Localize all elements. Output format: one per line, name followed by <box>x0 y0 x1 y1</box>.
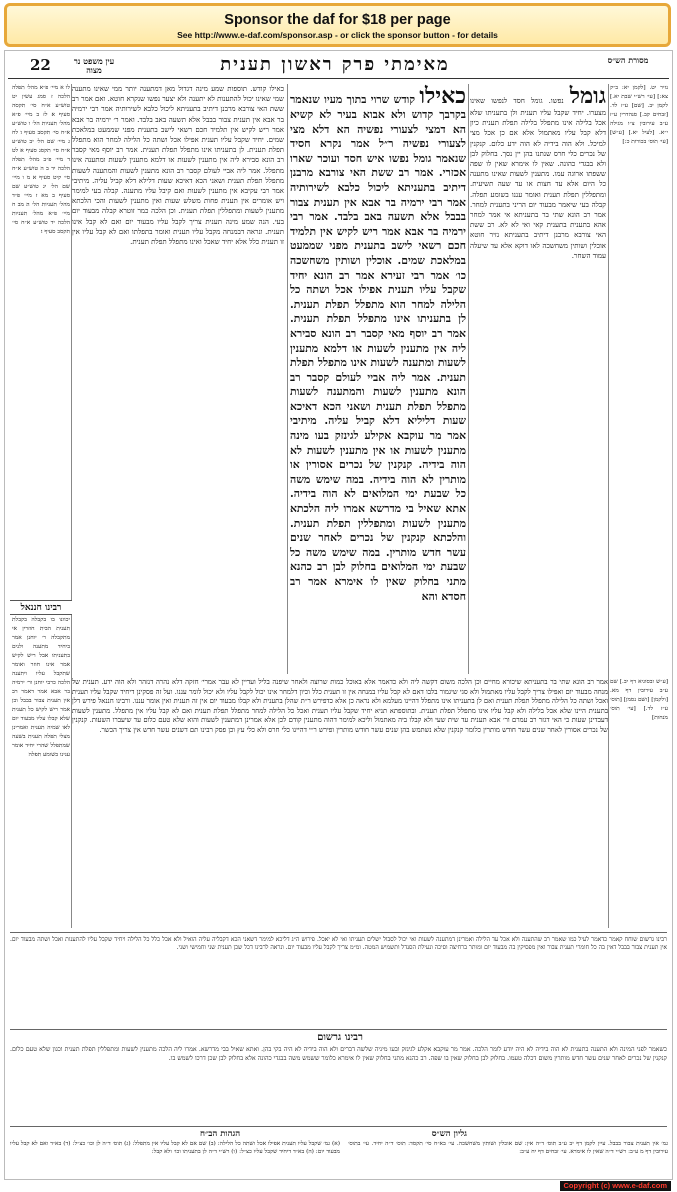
column-divider <box>287 84 288 674</box>
gemara-opening-word: כאילו <box>419 84 466 109</box>
lower-margin-text: [ע״ש ובסוגיא דף יב.] שם ע״ב עירובין דף מא. [ולקמן] [ושם נסמן] [תוס׳ ע״ז לד.] [עי׳ תוס׳ מנחות] <box>610 679 668 721</box>
lower-margin-column <box>610 678 668 928</box>
gemara-column <box>290 84 466 674</box>
section-divider <box>10 932 667 933</box>
tosafot-lower-text: אמר רב הונא שתי בר בתעניתא שיכורא מחיים וכן הלכה משום דקשה ליה ולא כדאמר אלא באוכל כמות שרוצה ולאחר שיפנה בליל ועדיין לא עבר אמרי׳ חזקה דלא נהרה דנזהר ולא הוה ידע. תענית של מנחה מבעוד יום ואפילו צריך לקבל עליו מאתמול ולא סגי שיגמור בלבו דאם לא קבל עליו במנחה אין זו תענית כלל וכיון דלמחר אינו יכול לקבל עליו ולא יכול לומר עננו. ועל זה פסקינן דיחיד שקבל עליו תענית ואכל ושתה כל הלילה מתפלל תפלת תענית ואם לן בתעניתו אינו מתפלל דהיינו מעלמא ולא נראה כן אלא כדפירש ר״ת שהלן בתענית ולא קבלו מבעוד יום אין זה תענית ואין אומר עננו. ורבינו חננאל פירש דלן בתענית היינו שלא אכל בלילה ולא קבל עליו אינו מתפלל תפלת תענית. ובתוספתא תניא יחיד שקבל עליו תענית ואכל כל הלילה למחר מתפלל תפלת תענית ואם לא קבל עליו אין מתפלל. מתענין לשעות דעבדינן שעות כי האי דגזר רב עמרם ור׳ אבא תענית עד שית שעי ולא קבלו ביה מאתמול וליכא למימר דהוה מתענין קודם לכן אלא אמרינן דמתענין לשעות והוא שלא טעם כלום עד שיעברו השעות. קנקנין של נכרים אסורין לאחר שנים עשר חודש מותרין כלומר קנקנין שלא נשתמש בהן שנים עשר חודש מותרין ופירש ר״י דהיינו כלי חרס ולא כלי עץ וכן פסק רבינו תם דשנים עשר חדש אין צריך הכשר. <box>72 678 608 734</box>
mesoret-text: נזיר יט. [לקמן יא: ב״ק צא:] [עי׳ רש״י שבת יא.] לקמן יב. [שם] ע״ז לד. [זבחים קב.] סנהדרין ע״ז ע״ב עירובין צ״ו מגילה י״א. [לעיל יא.] [ע״ש] [עי׳ תוס׳ בכורות כ:] <box>610 85 668 145</box>
rabbenu-gershom-text: כשאמר לפני המינה ולא התענה בתענית לא הוה בידיה לא היה יודע לומר הלכה. אמר מר עוקבא אקלע לגינזק ובעו מיניה שלשה דברים ולא הוה בידיה לא היה בקי בהן. ואתא שאיל בבי מדרשא. אמרו ליה הלכה מתענין לשעות ומתפללין תפלת תענית וכגון שלא טעם כלום. קנקנין של נכרים לאחר שנים עשר חדש מותרין משום דכלה טעמו. בחלוק לבן בחלוק שאין בו שפה. רב כהנא מתני בחלוק שאין לו אימרא כלומר ששמש משה בבגדי כהונה אלא בחלוק לבן שכן דרכו לשמש בו. <box>10 1046 667 1062</box>
hagahot-text: (א) גמ׳ שקבל עליו תענית אפילו אכל ושתה כל הלילה: (ב) שם אם לא קבל עליו אין מתפלל: (ג) תוס׳ ד״ה לן וכו׳ כצ״ל: (ד) בא״ד ואם לא קבל עליו מבעוד יום: (ה) בא״ד דיחיד שקבל עליו כצ״ל: (ו) רש״י ד״ה לן בתעניתו וכו׳ ולא קבל: <box>10 1141 340 1155</box>
rashi-column <box>470 84 606 674</box>
tosafot-column <box>72 84 284 674</box>
rabbenu-gershom-block <box>10 1046 667 1124</box>
sponsor-title[interactable]: Sponsor the daf for $18 per page <box>224 12 451 28</box>
column-divider <box>608 84 609 928</box>
header-divider <box>8 78 669 79</box>
notes-text: רבינו גרשום שוחח קאמר כדאמר לעיל כמו שאמר רב שהתענה ולא אכל עד הלילה ואמרינן דמתענה לשעות ואי יכול לסבול ישלים תעניתו ואי לא יאכל. פירוש ה״ג דליכא למימר דשאני הכא דקבליה עליה הואיל ולא אכל כלל כל הלילה ויחיד שקבל עליו להתענות ואכל ושתה מבעוד יום. אין תענית צבור בבבל דאין בה כל חומרי תענית צבור ואין מפסיקין בה מבעוד יום ומותר ברחיצה וסיכה ונעילת הסנדל ותשמיש המטה. ומ״מ צריך לקבל עליו מבעוד יום. ונראה לרבינו דכל שכן תענית שני וחמישי ושני. <box>10 936 667 952</box>
rabbenu-chananel-text: יכוונו בו בקבלה בקבלת תענית הבית חוזרין אי מתקבלה ר׳ יוחנן אמר ביחיד מתענה ולנים בתעניתו אבל ריש לקיש אמר אינו חוזר ואומר שתקבל עליו ויתענה הלכה כרבי יוחנן ור׳ ירמיה בר אבא אמר דאמר רב אין תענית צבור בבבל וכן אמר ריש לקיש כל תענית שלא קבלו עליו מבעוד יום לאו שמיה תענית ואמרינן מצלי תפלה תענית בשעה שמתפלל שהרי יחיד אומר ענינו בשומע תפלה <box>12 617 70 758</box>
section-divider <box>10 1029 667 1030</box>
gilyon-text: גמ׳ אין תענית צבור בבבל. עיין לקמן דף יב ע״ב תוס׳ ד״ה אין: שם אוכלין ושותין משחשכה. עי׳ בא״ח סי׳ תקסד: תוס׳ ד״ה יחיד. עי׳ בתוס׳ עירובין דף מ ע״ב: רש״י ד״ה שאין לו אימרא. עי׳ זבחים דף יח ע״ב: <box>348 1141 668 1155</box>
sponsor-banner[interactable] <box>4 3 671 47</box>
hagahot-block <box>10 1140 340 1178</box>
section-divider <box>10 1126 667 1127</box>
gemara-text: קודש שרוי בתוך מעיו שנאמר בקרבך קדוש ולא אבוא בעיר לא קשיא הא דמצי לצעורי נפשיה הא דלא מצי לצעורי נפשיה ר״ל אמר נקרא חסיד שנאמר גומל נפשו איש חסד ועוכר שארו אכזרי. אמר רב ששת האי צורבא מרבנן דיתיב בתעניתא ליכול כלבא לשירותיה אמר רבי ירמיה בר אבא אין תענית צבור בבבל אלא תשעה באב בלבד. אמר רבי ירמיה בר אבא אמר ריש לקיש אין תלמיד חכם רשאי לישב בתענית מפני שממעט במלאכת שמים. אוכלין ושותין משחשכה כו׳ אמר רבי זעירא אמר רב הונא יחיד שקבל עליו תענית אפילו אכל ושתה כל הלילה למחר הוא מתפלל תפלת תענית. לן בתעניתו אינו מתפלל תפלת תענית. אמר רב יוסף מאי קסבר רב הונא סבירא ליה אין מתענין לשעות או דלמא מתענין לשעות ומתענה לשעות אינו מתפלל תפלת תענית. אמר ליה אביי לעולם קסבר רב הונא מתענין לשעות והמתענה לשעות מתפלל תפלת תענית ושאני הכא דאיכא שעות דליליא דלא קביל עליה. מיתיבי אמר מר עוקבא אקילע לגינזק בעו מינה מתענין לשעות או אין מתענין לשעות לא הוה בידיה. קנקנין של נכרים אסורין או מותרין לא הוה בידיה. במה שימש משה כל שבעת ימי המלואים לא הוה בידיה. אתא שאיל בי מדרשא אמרו ליה הלכתא מתענין לשעות ומתפללין תפלת תענית. והלכתא קנקנין של נכרים לאחר שנים עשר חדש מותרין. במה שימש משה כל שבעת ימי המלואים בחלוק לבן רב כהנא מתני בחלוק שאין לו אימרא אמר רב חסדא והא <box>290 93 466 603</box>
tosafot-text: כאילו קודש. תוספות שמע מינה דגדול מאן דמתענה יותר ממי שאינו מתענה שמי שאינו יכול להתענות לא יתענה ולא יצער נפשו שנקרא חוטא. ואם אמר רב ששת האי צורבא מרבנן דיתיב בתעניתא ליכול כלבא לשירותיה אמר רבי ירמיה בר אבא אין תענית צבור בבבל אלא תשעה באב בלבד. ואמר ר׳ ירמיה בר אבא אמר ריש לקיש אין תלמיד חכם רשאי לישב בתענית מפני שממעט במלאכת שמים. יחיד שקבל עליו תענית אפילו אכל ושתה כל הלילה למחר הוא מתפלל תפלת תענית. לן בתעניתו אינו מתפלל תפלת תענית. אמר רב יוסף מאי קסבר רב הונא סבירא ליה אין מתענין לשעות או דלמא מתענין לשעות ומתענה אינו מתפלל. אמר ליה אביי לעולם קסבר רב הונא מתענין לשעות והמתענה לשעות מתפלל תפלת תענית ושאני הכא דאיכא שעות דלילא דלא קביל עליה. מיתיבי אמר רבי עקיבא אין מתענין לשעות ואם קיבל עליו מתענה. קבלה בעי למימר ויש אומרים אין תענית פחות משלש שעות ואין מתענין לשעות והכי הלכתא מתענין לשעות ומתפללין תפלת תענית. וכן הלכה כמר זוטרא קבלה מבעוד יום בעי. הנה שמע מינה תענית צריך לקבל עליו מבעוד יום ואם לא קבל אינו תענית. ונראה דבמנחה מקבל עליו תענית ואומר בתפלתו ואם לא קבל עליו אין זו תענית כלל אלא יחיד שאכל ואינו מתפלל תפלת תענית. <box>72 85 284 247</box>
rabbenu-chananel-column <box>12 616 70 946</box>
mesoret-header: מסורת הש״ס <box>607 55 649 65</box>
page-number: 22 <box>30 56 51 74</box>
mesoret-column <box>610 84 668 674</box>
rashi-text: נפשו. גומל חסד לנפשו שאינו מצערו. יחיד שקבל עליו תענית ולן בתעניתו שלא אכל בלילה אינו מתפלל בלילה תפלת תענית כיון דלא קבל עליו מאתמול אלא אם כן אכל מצי למיכל. ולא הוה בידיה לא הוה ידע כלום. קנקנין של נכרים כלי חרס שנתנו בהן יין נסך. בחלוק לבן ולא בבגדי כהונה. שאין לו אימרא שאין לו שפה ששפתו ארוגה עמו. מתענין לשעות שאינו מתענה כל היום אלא עד חצות או עד שעה תשיעית. ומתפללין תפלת תענית ואומר עננו בשומע תפלה. קבלה בעי שיאמר מבעוד יום הריני בתענית למחר. אמר רב הונא שתי בר בתעניתא אי אמר למחר אהא בתענית בתענית קאי ואי לא לא. רב ששת האי צורבא מרבנן דיתיב בתעניתא נזיר חוטא אוכלין ושותין משחשכה לאו דוקא אלא עד שיעלה עמוד השחר. <box>470 97 606 260</box>
rabbenu-gershom-title: רבינו גרשום <box>317 1032 363 1043</box>
hagahot-title: הגהות הב״ח <box>200 1129 241 1139</box>
sponsor-subtitle[interactable]: See http://www.e-daf.com/sponsor.asp - or click the sponsor button - for details <box>177 30 498 40</box>
ein-mishpat-text: לו א מיי׳ פ״א מהל׳ תפלה הלכה ז סמג עשין יט טוש״ע א״ח סי׳ תקסה סעיף א׃ לז ב מיי׳ פ״א מהל׳ תעניות הל׳ ו טוש״ע א״ח סי׳ תקסב סעיף ו׃ לח ג מיי׳ שם הל׳ יב טוש״ע א״ח סי׳ תקסג סעיף א׃ לט ד מיי׳ פ״ב מהל׳ תפלה הלכה יד ב ה טוש״ע א״ח סי׳ קיט סעיף א׃ מ ו מיי׳ שם הל׳ יג טוש״ע שם סעיף ב׃ מא ז מיי׳ פ״ד מהל׳ תעניות הל׳ ה׃ מב ח מיי׳ פ״א מהל׳ תעניות הלכה יד טוש״ע א״ח סי׳ תקסב סעיף ו׃ <box>12 85 70 235</box>
ein-mishpat-column <box>12 84 70 589</box>
copyright-link[interactable]: Copyright (c) www.e-daf.com <box>560 1181 671 1191</box>
page-title: מאימתי פרק ראשון תענית <box>220 54 450 75</box>
gilyon-block <box>348 1140 668 1178</box>
rashi-opening-word: גומל <box>569 84 606 109</box>
ein-mishpat-header: עין משפט נר מצוה <box>73 56 115 75</box>
column-divider <box>468 84 469 674</box>
rabbenu-chananel-title: רבינו חננאל <box>10 600 72 615</box>
tosafot-lower-block <box>72 678 608 928</box>
notes-block <box>10 936 667 1028</box>
gilyon-title: גליון הש״ס <box>431 1129 467 1139</box>
